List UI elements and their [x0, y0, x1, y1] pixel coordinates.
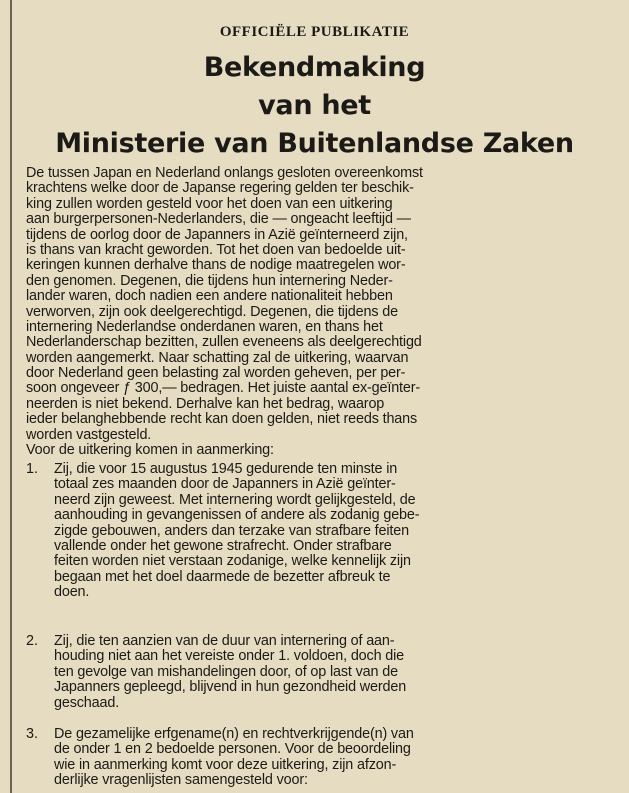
- intro-paragraph: [26, 166, 615, 458]
- text-line: verworven, zijn ook deelgerechtigd. Degenen, die tijdens de: [26, 304, 398, 320]
- text-line: de onder 1 en 2 bedoelde personen. Voor de beoordeling: [54, 742, 411, 758]
- text-line: is thans van kracht geworden. Tot het doen van bedoelde uit-: [26, 242, 406, 258]
- text-line: den genomen. Degenen, die tijdens hun internering Neder-: [26, 273, 393, 289]
- text-line: derlijke vragenlijsten samengesteld voor:: [54, 773, 308, 789]
- list-item-text: [54, 462, 615, 601]
- text-line: ieder belanghebbende recht kan doen gelden, niet reeds thans: [26, 412, 418, 428]
- list-item-number: 2.: [26, 633, 39, 649]
- kicker: OFFICIËLE PUBLIKATIE: [219, 24, 410, 40]
- text-line: krachtens welke door de Japanse regering gelden ter beschik-: [26, 181, 414, 197]
- text-line: neerden is niet bekend. Derhalve kan het bedrag, waarop: [26, 396, 385, 412]
- text-line: worden vastgesteld.: [26, 427, 152, 443]
- text-line: vallende onder het gewone strafrecht. Onder strafbare: [54, 538, 392, 554]
- list-item-text: [54, 634, 615, 711]
- text-line: king zullen worden gesteld voor het doen van een uitkering: [26, 196, 393, 212]
- headline-line-3: Ministerie van Buitenlandse Zaken: [55, 128, 574, 159]
- text-line: wie in aanmerking komt voor deze uitkering, zijn afzon-: [54, 757, 397, 773]
- text-line: ten gevolge van mishandelingen door, of op last van de: [54, 664, 398, 680]
- text-line: De tussen Japan en Nederland onlangs gesloten overeenkomst: [26, 166, 423, 181]
- list-item-text: [54, 727, 615, 789]
- text-line: keringen kunnen derhalve thans de nodige maatregelen wor-: [26, 258, 406, 274]
- text-line: neerd zijn geweest. Met internering wordt gelijkgesteld, de: [54, 492, 416, 508]
- list-item-number: 1.: [26, 461, 39, 477]
- text-line: totaal zes maanden door de Japanners in Azië geïnter-: [54, 477, 396, 493]
- text-line: houding niet aan het vereiste onder 1. voldoen, doch die: [54, 649, 405, 665]
- headline-line-1: Bekendmaking: [203, 52, 426, 83]
- text-line: aan burgerpersonen-Nederlanders, die — ongeacht leeftijd —: [26, 212, 411, 228]
- text-line: zigde gebouwen, anders dan terzake van strafbare feiten: [54, 523, 409, 539]
- text-line: feiten worden niet verstaan zodanige, welke kennelijk zijn: [54, 554, 411, 570]
- text-line: tijdens de oorlog door de Japanners in Azië geïnterneerd zijn,: [26, 227, 408, 243]
- text-line: soon ongeveer ƒ 300,— bedragen. Het juiste aantal ex-geïnter-: [26, 381, 421, 397]
- list-item-number: 3.: [26, 726, 39, 742]
- text-line: internering Nederlandse onderdanen waren, en thans het: [26, 319, 383, 335]
- text-line: Japanners gepleegd, blijvend in hun gezondheid werden: [54, 680, 407, 696]
- headline-line-2: van het: [258, 90, 371, 121]
- text-line: aanhouding in gevangenissen of andere als zodanig gebe-: [54, 508, 420, 524]
- text-line: geschaad.: [54, 695, 120, 711]
- text-line: De gezamelijke erfgename(n) en rechtverkrijgende(n) van: [54, 727, 414, 742]
- text-line: begaan met het doel daarmede de bezetter afbreuk te: [54, 569, 391, 585]
- text-line: Zij, die voor 15 augustus 1945 gedurende ten minste in: [54, 462, 398, 477]
- text-line: lander waren, doch nadien een andere nationaliteit hebben: [26, 289, 393, 305]
- text-line: doen.: [54, 585, 90, 601]
- text-line: worden aangemerkt. Naar schatting zal de uitkering, waarvan: [26, 350, 409, 366]
- text-line: Nederlanderschap bezitten, zullen eveneens als deelgerechtigd: [26, 335, 422, 351]
- text-line: Voor de uitkering komen in aanmerking:: [26, 443, 274, 459]
- text-line: Zij, die ten aanzien van de duur van internering of aan-: [54, 634, 395, 649]
- text-line: door Nederland geen belasting zal worden geheven, per per-: [26, 366, 406, 382]
